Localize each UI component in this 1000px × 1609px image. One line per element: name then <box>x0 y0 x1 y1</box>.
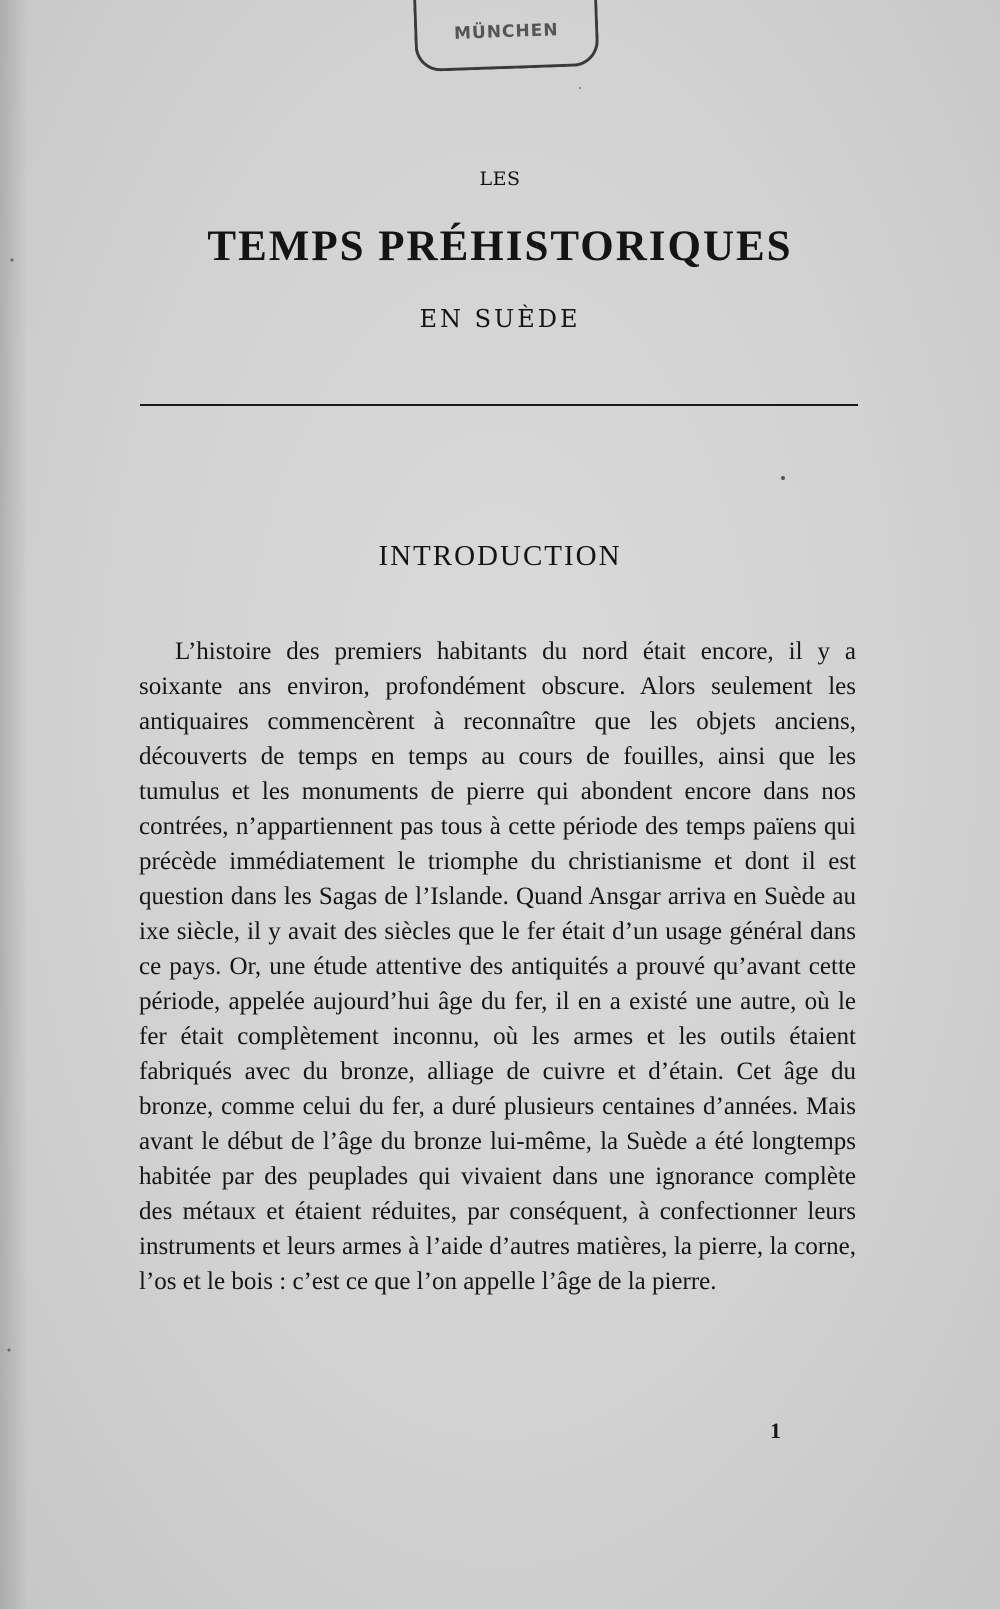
page-number: 1 <box>770 1418 781 1443</box>
body-paragraph: L’histoire des premiers habitants du nord était encore, il y a soixante ans environ, profondément obscure. Alors seulement les antiquaires commencèrent à reconnaître que les objets anciens, découverts de temps en temps au cours de fouilles, ainsi que les tumulus et les monuments de pierre qui abondent encore dans nos contrées, n’appartiennent pas tous à cette période des temps païens qui précède immédiatement le triomphe du christianisme et dont il est question dans les Sagas de l’Islande. Quand Ansgar arriva en Suède au ixe siècle, il y avait des siècles que le fer était d’un usage général dans ce pays. Or, une étude attentive des antiquités a prouvé qu’avant cette période, appelée aujourd’hui âge du fer, il en a existé une autre, où le fer était complètement inconnu, où les armes et les outils étaient fabriqués avec du bronze, alliage de cuivre et d’étain. Cet âge du bronze, comme celui du fer, a duré plusieurs centaines d’années. Mais avant le début de l’âge du bronze lui-même, la Suède a été longtemps habitée par des peuplades qui vivaient dans une ignorance complète des métaux et étaient réduites, par conséquent, à confectionner leurs instruments et leurs armes à l’aide d’autres matières, la pierre, la corne, l’os et le bois : c’est ce que l’on appelle l’âge de la pierre. <box>139 638 856 1295</box>
title-kicker: LES <box>479 168 521 190</box>
library-stamp <box>412 0 599 72</box>
stamp-text: MÜNCHEN <box>453 20 559 44</box>
title-divider <box>140 404 858 406</box>
paper-speck <box>781 476 785 480</box>
page-subtitle: EN SUÈDE <box>419 305 581 333</box>
section-heading: INTRODUCTION <box>378 540 622 572</box>
paper-speck <box>579 87 581 89</box>
page-title: TEMPS PRÉHISTORIQUES <box>207 223 793 270</box>
